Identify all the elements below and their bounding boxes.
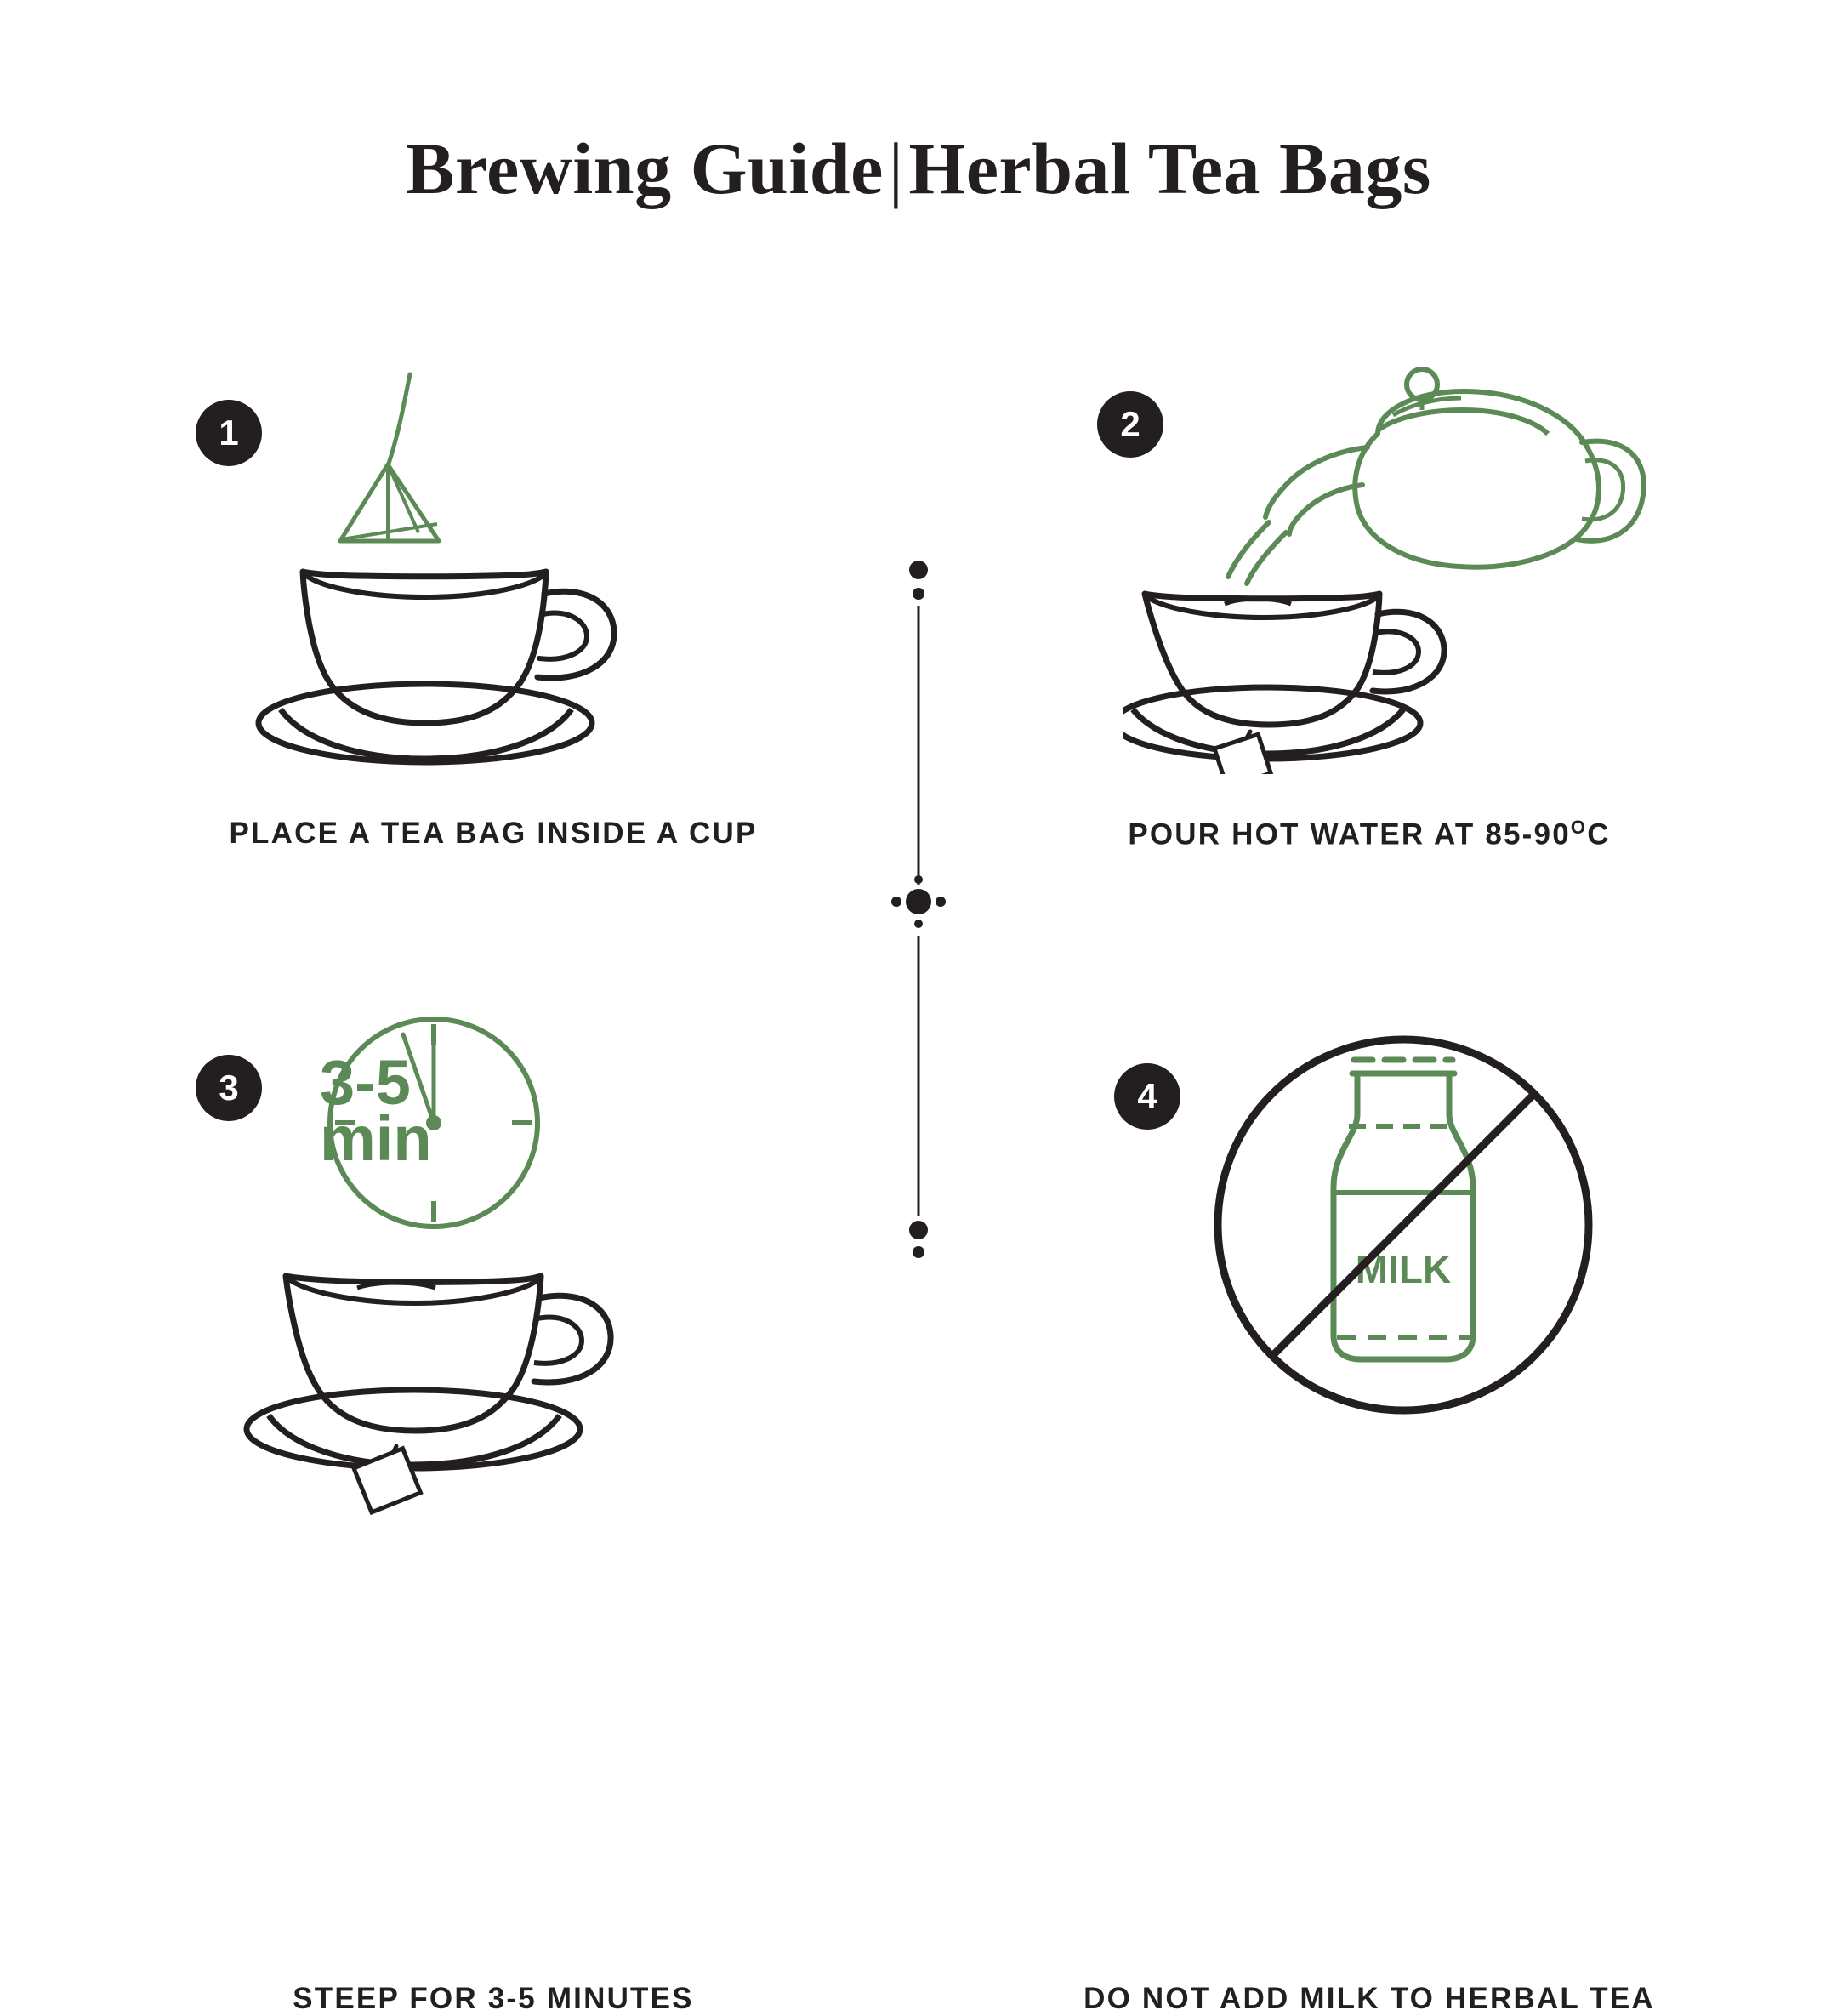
step-2-caption-prefix: POUR HOT WATER AT 85-90 [1128, 817, 1571, 851]
page-title-left: Brewing Guide [406, 128, 884, 209]
vertical-dotted-divider [884, 561, 953, 1259]
step-2-number-badge: 2 [1097, 391, 1163, 458]
step-4 [987, 995, 1752, 2015]
teabag-over-cup-icon [221, 366, 697, 778]
step-3-caption: STEEP FOR 3-5 MINUTES [293, 1982, 694, 2015]
step-1 [111, 366, 876, 1012]
step-2-caption [987, 817, 1752, 852]
step-4-number-badge: 4 [1114, 1063, 1180, 1130]
page-title-separator: | [888, 128, 904, 209]
teapot-pouring-into-cup-icon [1123, 366, 1701, 778]
page-title [0, 126, 1837, 211]
step-1-number-badge: 1 [196, 400, 262, 466]
step-2-caption-degree: O [1570, 817, 1588, 838]
no-milk-bottle-icon [1191, 1012, 1616, 1442]
step-1-caption: PLACE A TEA BAG INSIDE A CUP [229, 817, 758, 850]
timer-line-2: min [320, 1103, 432, 1174]
step-4-caption: DO NOT ADD MILK TO HERBAL TEA [1083, 1982, 1655, 2015]
step-2-caption-suffix: C [1587, 817, 1611, 851]
timer-line-1: 3-5 [320, 1047, 411, 1118]
timer-clock-with-cup-icon [221, 995, 697, 1527]
step-3 [111, 995, 876, 2015]
step-3-number-badge: 3 [196, 1055, 262, 1121]
milk-bottle-label: MILK [1355, 1247, 1452, 1291]
page-title-right: Herbal Tea Bags [908, 128, 1431, 209]
step-2 [987, 366, 1752, 1012]
